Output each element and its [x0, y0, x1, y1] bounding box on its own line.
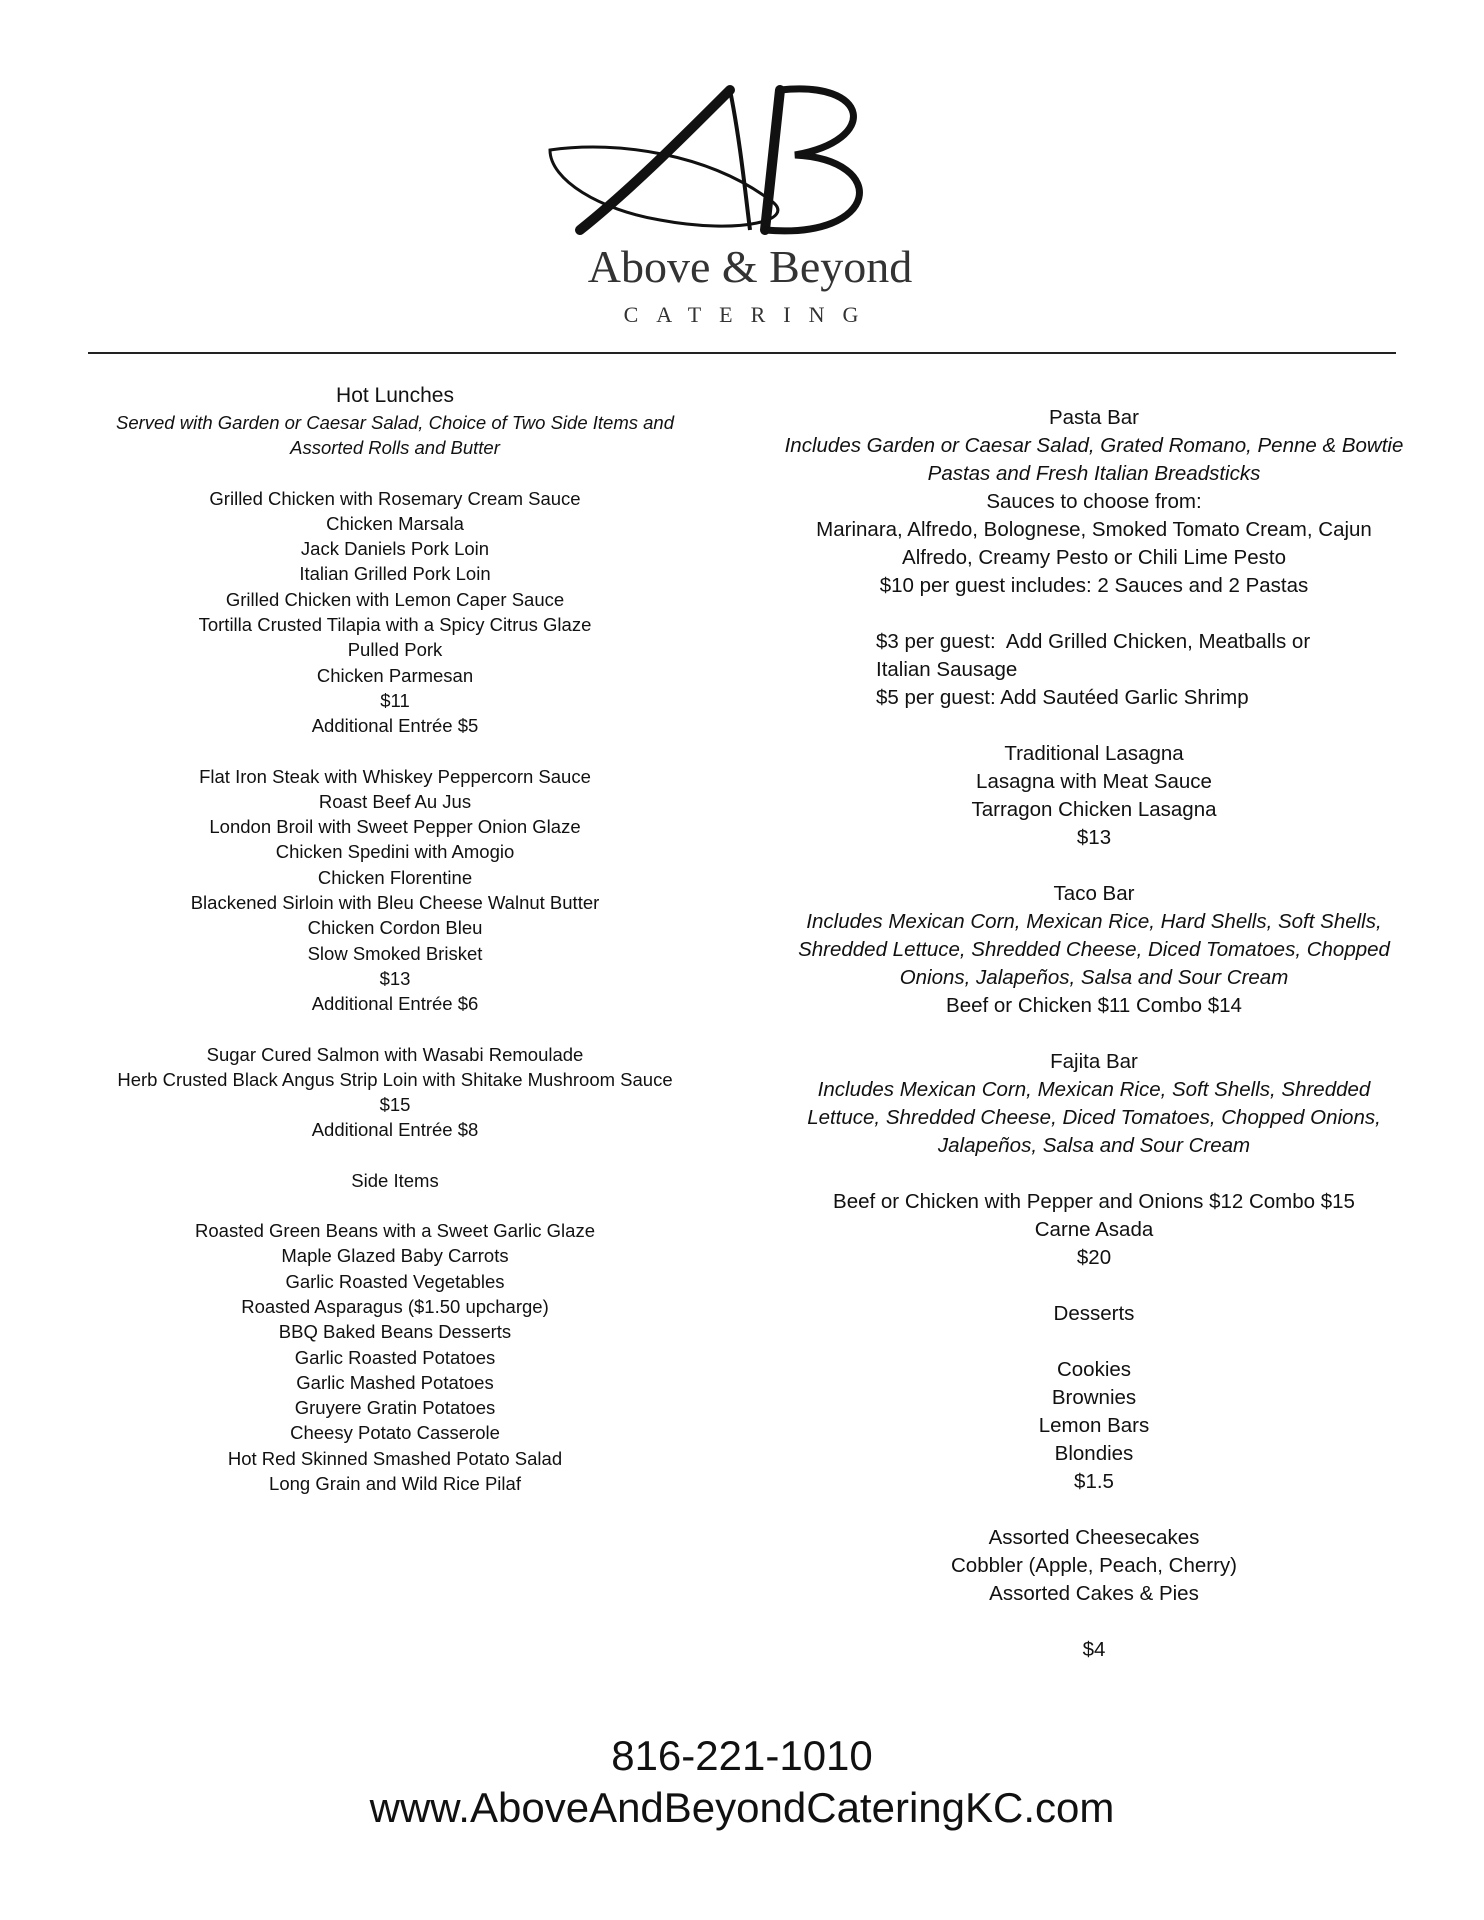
menu-line: $20: [1076, 1246, 1112, 1269]
addon-line: $5 per guest: Add Sautéed Garlic Shrimp: [876, 686, 1249, 709]
header-divider: [88, 352, 1396, 354]
description-line: Includes Mexican Corn, Mexican Rice, Hard Shells, Soft Shells,: [806, 910, 1382, 933]
menu-item: Chicken Marsala: [326, 512, 464, 534]
dessert-item: Lemon Bars: [1038, 1414, 1150, 1437]
pasta-addons: [776, 628, 1412, 712]
side-item: Roasted Green Beans with a Sweet Garlic Glaze: [195, 1220, 595, 1242]
desserts-price: $4: [1082, 1638, 1106, 1661]
menu-item: Flat Iron Steak with Whiskey Peppercorn Sauce: [199, 765, 591, 787]
dessert-item: Blondies: [1054, 1442, 1134, 1465]
dessert-item: Cookies: [1056, 1358, 1132, 1381]
side-item: Garlic Mashed Potatoes: [296, 1371, 494, 1393]
phone-number: 816-221-1010: [611, 1732, 873, 1779]
company-logo: [540, 80, 960, 327]
taco-bar-title: Taco Bar: [1053, 882, 1135, 905]
side-item: Garlic Roasted Vegetables: [285, 1270, 505, 1292]
menu-item: Blackened Sirloin with Bleu Cheese Walnut Butter: [190, 892, 600, 914]
side-item: Roasted Asparagus ($1.50 upcharge): [241, 1295, 549, 1317]
description-line: Onions, Jalapeños, Salsa and Sour Cream: [899, 966, 1289, 989]
fajita-bar-description: [776, 1076, 1412, 1160]
menu-item: Grilled Chicken with Lemon Caper Sauce: [225, 588, 565, 610]
description-line: Shredded Lettuce, Shredded Cheese, Diced Tomatoes, Chopped: [798, 938, 1390, 961]
menu-line: Beef or Chicken with Pepper and Onions $12 Combo $15: [833, 1190, 1355, 1213]
menu-item: Additional Entrée $5: [311, 715, 479, 737]
menu-item: Italian Grilled Pork Loin: [299, 563, 491, 585]
description-line: Includes Garden or Caesar Salad, Grated Romano, Penne & Bowtie: [784, 434, 1404, 457]
fajita-bar-lines: [776, 1188, 1412, 1272]
tier2-list: [80, 764, 710, 1017]
menu-item: Tortilla Crusted Tilapia with a Spicy Citrus Glaze: [198, 614, 592, 636]
menu-line: Carne Asada: [1034, 1218, 1154, 1241]
desserts-list-1: [776, 1356, 1412, 1496]
dessert-item: Brownies: [1051, 1386, 1137, 1409]
menu-item: Lasagna with Meat Sauce: [976, 770, 1212, 793]
description-line: Includes Mexican Corn, Mexican Rice, Soft Shells, Shredded: [817, 1078, 1371, 1101]
side-item: Garlic Roasted Potatoes: [294, 1346, 496, 1368]
menu-line: Alfredo, Creamy Pesto or Chili Lime Pesto: [902, 546, 1286, 569]
menu-item: Slow Smoked Brisket: [307, 942, 483, 964]
menu-item: $11: [380, 689, 410, 711]
menu-item: Sugar Cured Salmon with Wasabi Remoulade: [206, 1043, 584, 1065]
side-items-list: [80, 1218, 710, 1496]
desserts-list-2: [776, 1524, 1412, 1608]
taco-bar-price: Beef or Chicken $11 Combo $14: [946, 994, 1242, 1017]
desserts-title: Desserts: [1053, 1302, 1135, 1325]
menu-item: Chicken Florentine: [317, 866, 473, 888]
lasagna-list: [776, 740, 1412, 852]
menu-line: $10 per guest includes: 2 Sauces and 2 Pastas: [879, 574, 1309, 597]
menu-item: Pulled Pork: [347, 639, 443, 661]
side-item: BBQ Baked Beans Desserts: [278, 1321, 512, 1343]
menu-item: Roast Beef Au Jus: [318, 790, 472, 812]
taco-bar-description: [776, 908, 1412, 992]
brand-name: Above & Beyond: [587, 241, 913, 292]
pasta-bar-lines: [776, 488, 1412, 600]
side-item: Gruyere Gratin Potatoes: [294, 1397, 496, 1419]
pasta-bar-title: Pasta Bar: [1048, 406, 1140, 429]
menu-item: Additional Entrée $6: [311, 993, 479, 1015]
menu-item: Additional Entrée $8: [311, 1119, 479, 1141]
hot-lunches-description: Served with Garden or Caesar Salad, Choice of Two Side Items and: [115, 412, 675, 433]
menu-item: Grilled Chicken with Rosemary Cream Sauce: [209, 487, 581, 509]
description-line: Pastas and Fresh Italian Breadsticks: [927, 462, 1261, 485]
menu-item: Chicken Spedini with Amogio: [275, 841, 515, 863]
brand-subtitle: CATERING: [623, 302, 877, 327]
description-line: Jalapeños, Salsa and Sour Cream: [937, 1134, 1251, 1157]
menu-item: $13: [1076, 826, 1112, 849]
dessert-item: Assorted Cakes & Pies: [989, 1582, 1199, 1605]
dessert-item: $1.5: [1074, 1470, 1114, 1493]
addon-line: Italian Sausage: [876, 658, 1018, 681]
menu-item: Jack Daniels Pork Loin: [300, 538, 490, 560]
dessert-item: Assorted Cheesecakes: [988, 1526, 1200, 1549]
hot-lunches-column: [80, 382, 710, 1496]
tier3-list: [80, 1042, 710, 1143]
side-item: Cheesy Potato Casserole: [290, 1422, 500, 1444]
menu-item: $15: [379, 1094, 411, 1116]
description-line: Lettuce, Shredded Cheese, Diced Tomatoes, Chopped Onions,: [807, 1106, 1381, 1129]
website-link[interactable]: www.AboveAndBeyondCateringKC.com: [369, 1784, 1115, 1831]
addon-line: $3 per guest: Add Grilled Chicken, Meatballs or: [876, 630, 1311, 653]
side-item: Long Grain and Wild Rice Pilaf: [269, 1472, 521, 1494]
bars-column: [776, 404, 1412, 1664]
hot-lunches-description: Assorted Rolls and Butter: [290, 437, 500, 459]
menu-item: Herb Crusted Black Angus Strip Loin with Shitake Mushroom Sauce: [117, 1068, 673, 1090]
menu-item: Traditional Lasagna: [1004, 742, 1184, 765]
pasta-bar-description: [776, 432, 1412, 488]
tier1-list: [80, 486, 710, 739]
side-item: Hot Red Skinned Smashed Potato Salad: [227, 1447, 563, 1469]
menu-line: Sauces to choose from:: [986, 490, 1202, 513]
side-items-title: Side Items: [351, 1169, 439, 1191]
menu-item: Chicken Parmesan: [316, 664, 474, 686]
dessert-item: Cobbler (Apple, Peach, Cherry): [951, 1554, 1237, 1577]
ab-monogram-icon: [540, 80, 960, 240]
menu-item: Tarragon Chicken Lasagna: [971, 798, 1217, 821]
menu-item: London Broil with Sweet Pepper Onion Glaze: [209, 816, 581, 838]
menu-item: Chicken Cordon Bleu: [307, 917, 483, 939]
hot-lunches-title: Hot Lunches: [336, 384, 454, 407]
menu-item: $13: [379, 967, 411, 989]
side-item: Maple Glazed Baby Carrots: [281, 1245, 509, 1267]
fajita-bar-title: Fajita Bar: [1050, 1050, 1138, 1073]
menu-line: Marinara, Alfredo, Bolognese, Smoked Tomato Cream, Cajun: [816, 518, 1372, 541]
